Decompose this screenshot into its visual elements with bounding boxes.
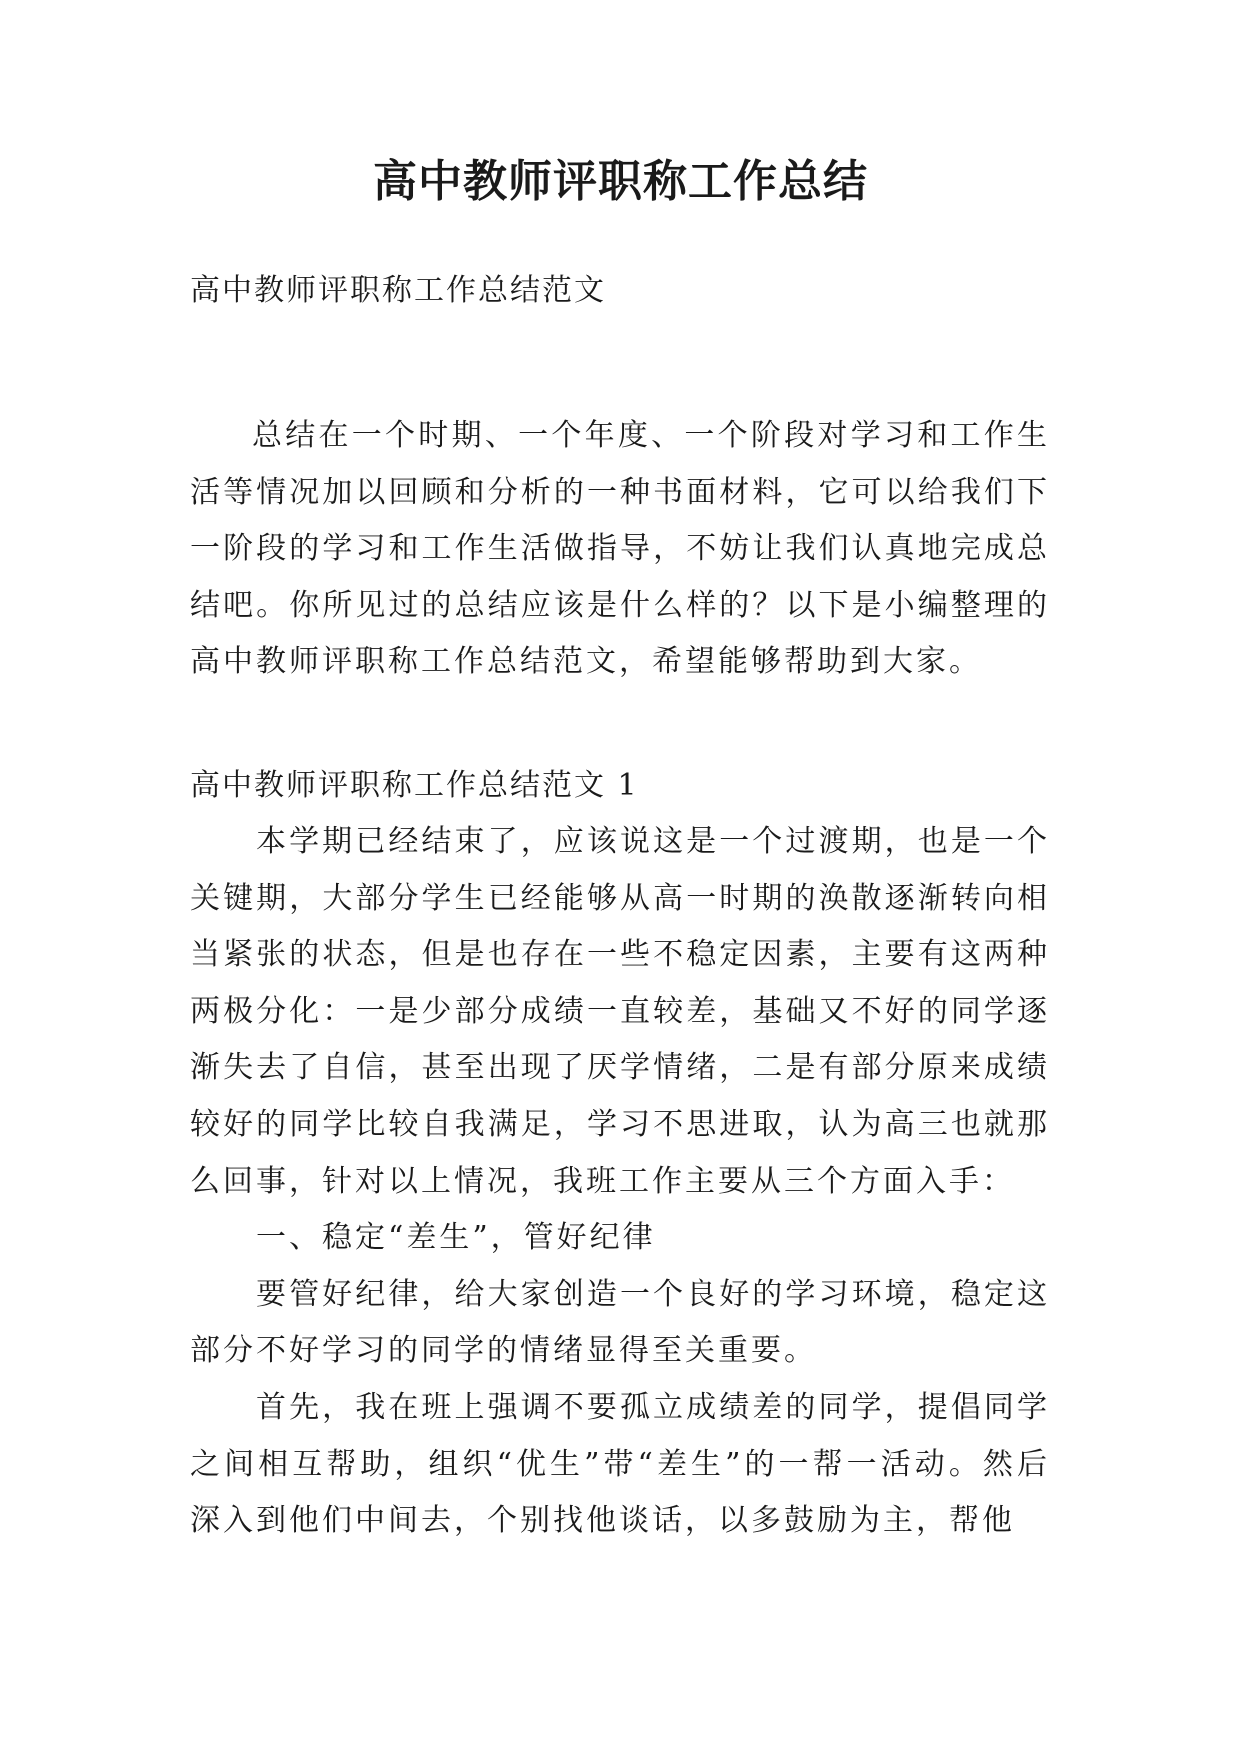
- subsection-heading: 一、稳定“差生”，管好纪律: [256, 1220, 656, 1256]
- intro-paragraph: 总结在一个时期、一个年度、一个阶段对学习和工作生活等情况加以回顾和分析的一种书面材料，它可以给我们下一阶段的学习和工作生活做指导，不妨让我们认真地完成总结吧。你所见过的总结应该是什么样的？以下是小编整理的高中教师评职称工作总结范文，希望能够帮助到大家。: [190, 418, 1050, 680]
- document-title: 高中教师评职称工作总结: [373, 156, 868, 207]
- section-body: [190, 814, 1050, 1550]
- section-heading: 高中教师评职称工作总结范文 1: [190, 768, 639, 803]
- body-paragraph: 要管好纪律，给大家创造一个良好的学习环境，稳定这部分不好学习的同学的情绪显得至关重要。: [190, 1276, 1050, 1369]
- body-paragraph: 首先，我在班上强调不要孤立成绩差的同学，提倡同学之间相互帮助，组织“优生”带“差生”的一帮一活动。然后深入到他们中间去，个别找他谈话，以多鼓励为主，帮他: [190, 1389, 1050, 1539]
- document-subtitle: 高中教师评职称工作总结范文: [190, 273, 606, 308]
- body-paragraph: 本学期已经结束了，应该说这是一个过渡期，也是一个关键期，大部分学生已经能够从高一时期的涣散逐渐转向相当紧张的状态，但是也存在一些不稳定因素，主要有这两种两极分化：一是少部分成绩一直较差，基础又不好的同学逐渐失去了自信，甚至出现了厌学情绪，二是有部分原来成绩较好的同学比较自我满足，学习不思进取，认为高三也就那么回事，针对以上情况，我班工作主要从三个方面入手：: [190, 824, 1050, 1199]
